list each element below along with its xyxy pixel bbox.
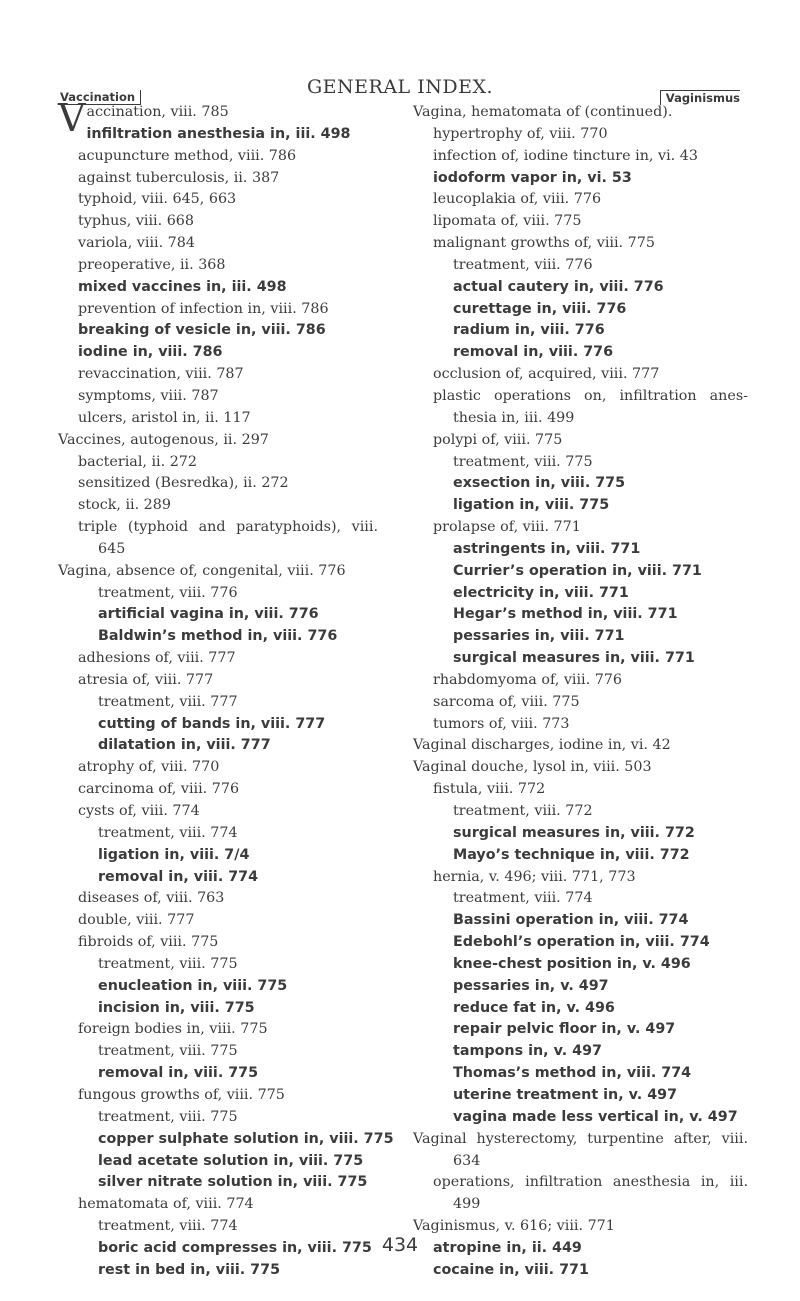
index-entry: sensitized (Besredka), ii. 272	[78, 475, 289, 492]
index-entry: fungous growths of, viii. 775	[78, 1086, 285, 1103]
index-entry: treatment, viii. 775	[98, 1108, 238, 1125]
index-entry: against tuberculosis, ii. 387	[78, 169, 280, 186]
index-entry: Currier’s operation in, viii. 771	[453, 562, 702, 579]
index-entry: reduce fat in, v. 496	[453, 999, 615, 1016]
index-entry: artificial vagina in, viii. 776	[98, 606, 319, 623]
index-entry: adhesions of, viii. 777	[78, 650, 236, 667]
index-entry: surgical measures in, viii. 771	[453, 650, 695, 667]
index-entry: occlusion of, acquired, viii. 777	[433, 366, 660, 383]
index-entry: typhoid, viii. 645, 663	[78, 191, 237, 208]
index-entry: fistula, viii. 772	[433, 781, 546, 798]
index-entry: variola, viii. 784	[78, 235, 195, 252]
index-entry: 634	[453, 1152, 481, 1169]
drop-cap-letter: V	[58, 96, 86, 140]
index-entry: stock, ii. 289	[78, 497, 171, 514]
index-entry: surgical measures in, viii. 772	[453, 824, 695, 841]
index-entry: treatment, viii. 776	[98, 584, 238, 601]
index-entry: treatment, viii. 772	[453, 803, 593, 819]
index-entry: Mayo’s technique in, viii. 772	[453, 846, 690, 863]
index-entry: removal in, viii. 776	[453, 344, 614, 361]
index-entry: Edebohl’s operation in, viii. 774	[453, 934, 710, 951]
index-entry: cocaine in, viii. 771	[433, 1261, 589, 1278]
index-entry: exsection in, viii. 775	[453, 475, 626, 492]
index-entry: radium in, viii. 776	[453, 322, 605, 339]
index-entry: 499	[453, 1196, 481, 1213]
index-entry: hematomata of, viii. 774	[78, 1196, 254, 1213]
index-entry: Thomas’s method in, viii. 774	[453, 1065, 692, 1082]
index-entry: treatment, viii. 777	[98, 693, 238, 710]
index-entry: ulcers, aristol in, ii. 117	[78, 409, 251, 426]
index-entry: pessaries in, viii. 771	[453, 628, 625, 645]
index-entry: ligation in, viii. 775	[453, 497, 610, 514]
index-entry: knee-chest position in, v. 496	[453, 955, 691, 972]
index-entry: ligation in, viii. 7/4	[98, 846, 250, 863]
index-entry: astringents in, viii. 771	[453, 540, 641, 557]
index-entry: enucleation in, viii. 775	[98, 977, 288, 994]
header-left-guide-word: Vaccination	[60, 90, 141, 105]
index-entry: plastic operations on, infiltration anes-	[433, 387, 748, 404]
index-entry: symptoms, viii. 787	[78, 387, 219, 404]
index-entry: fibroids of, viii. 775	[78, 934, 219, 951]
index-entry: removal in, viii. 775	[98, 1065, 259, 1082]
index-entry: Bassini operation in, viii. 774	[453, 912, 689, 929]
index-entry: curettage in, viii. 776	[453, 300, 627, 317]
index-entry: electricity in, viii. 771	[453, 584, 629, 601]
index-entry: boric acid compresses in, viii. 775	[98, 1239, 372, 1256]
index-entry: hypertrophy of, viii. 770	[433, 125, 608, 142]
index-column-left	[58, 96, 394, 1282]
index-entry: Vagina, absence of, congenital, viii. 776	[58, 562, 346, 579]
index-entry: cutting of bands in, viii. 777	[98, 715, 326, 732]
index-entry: atresia of, viii. 777	[78, 671, 214, 688]
index-entry: treatment, viii. 774	[98, 1218, 238, 1235]
index-entry: acupuncture method, viii. 786	[78, 147, 297, 164]
index-entry: Baldwin’s method in, viii. 776	[98, 628, 338, 645]
index-entry: Vaginal douche, lysol in, viii. 503	[413, 759, 652, 776]
index-entry: malignant growths of, viii. 775	[433, 235, 655, 252]
index-entry: cysts of, viii. 774	[78, 803, 200, 819]
index-entry: iodine in, viii. 786	[78, 344, 223, 361]
index-entry: treatment, viii. 774	[98, 824, 238, 841]
index-entry: Vaccines, autogenous, ii. 297	[58, 431, 269, 448]
index-entry: hernia, v. 496; viii. 771, 773	[433, 868, 636, 885]
index-entry: bacterial, ii. 272	[78, 453, 198, 470]
index-entry: Vagina, hematomata of (continued).	[413, 104, 673, 120]
index-entry: mixed vaccines in, iii. 498	[78, 278, 287, 295]
index-entry: pessaries in, v. 497	[453, 977, 609, 994]
index-entry: prevention of infection in, viii. 786	[78, 300, 329, 317]
index-entry: operations, infiltration anesthesia in, iii.	[433, 1174, 748, 1191]
index-entry: infection of, iodine tincture in, vi. 43	[433, 147, 698, 164]
index-entry: iodoform vapor in, vi. 53	[433, 169, 632, 186]
index-entry: prolapse of, viii. 771	[433, 519, 581, 536]
index-entry: diseases of, viii. 763	[78, 890, 225, 907]
header-right-guide-word: Vaginismus	[660, 90, 740, 105]
index-entry: tampons in, v. 497	[453, 1043, 602, 1060]
index-entry: atrophy of, viii. 770	[78, 759, 220, 776]
index-entry: infiltration anesthesia in, iii. 498	[86, 125, 351, 142]
index-entry: lipomata of, viii. 775	[433, 213, 582, 230]
index-entry: treatment, viii. 775	[98, 1043, 238, 1060]
index-entry: dilatation in, viii. 777	[98, 737, 271, 754]
index-entry: copper sulphate solution in, viii. 775	[98, 1130, 394, 1147]
index-entry: vagina made less vertical in, v. 497	[453, 1108, 738, 1125]
index-entry: uterine treatment in, v. 497	[453, 1086, 678, 1103]
index-entry: tumors of, viii. 773	[433, 715, 570, 732]
page-number: 434	[381, 1234, 419, 1256]
index-entry: sarcoma of, viii. 775	[433, 693, 580, 710]
index-entry: triple (typhoid and paratyphoids), viii.	[78, 519, 378, 536]
index-entry: revaccination, viii. 787	[78, 366, 244, 383]
index-entry: rest in bed in, viii. 775	[98, 1261, 281, 1278]
index-entry: leucoplakia of, viii. 776	[433, 191, 602, 208]
index-entry: incision in, viii. 775	[98, 999, 255, 1016]
index-entry: thesia in, iii. 499	[453, 409, 575, 426]
index-entry: breaking of vesicle in, viii. 786	[78, 322, 326, 339]
index-entry: treatment, viii. 775	[98, 955, 238, 972]
index-entry: Hegar’s method in, viii. 771	[453, 606, 678, 623]
index-entry: treatment, viii. 775	[453, 453, 593, 470]
index-entry: Vaginal hysterectomy, turpentine after, viii.	[413, 1130, 748, 1147]
index-entry-text: accination, viii. 785	[86, 104, 229, 120]
index-entry: atropine in, ii. 449	[433, 1239, 582, 1256]
index-entry: treatment, viii. 774	[453, 890, 593, 907]
index-entry: Vaginismus, v. 616; viii. 771	[413, 1218, 615, 1235]
header-title: GENERAL INDEX.	[306, 76, 494, 98]
index-entry: rhabdomyoma of, viii. 776	[433, 671, 622, 688]
index-entry: typhus, viii. 668	[78, 213, 194, 230]
index-entry: polypi of, viii. 775	[433, 431, 563, 448]
index-entry: 645	[98, 540, 126, 557]
index-entry: double, viii. 777	[78, 912, 195, 929]
index-column-right	[413, 102, 748, 1282]
index-entry: lead acetate solution in, viii. 775	[98, 1152, 364, 1169]
index-entry: carcinoma of, viii. 776	[78, 781, 240, 798]
index-entry: removal in, viii. 774	[98, 868, 259, 885]
index-entry: actual cautery in, viii. 776	[453, 278, 664, 295]
index-entry: Vaginal discharges, iodine in, vi. 42	[413, 737, 671, 754]
index-entry: silver nitrate solution in, viii. 775	[98, 1174, 368, 1191]
index-entry: preoperative, ii. 368	[78, 256, 226, 273]
index-entry: treatment, viii. 776	[453, 256, 593, 273]
index-entry: foreign bodies in, viii. 775	[78, 1021, 268, 1038]
index-entry: repair pelvic floor in, v. 497	[453, 1021, 676, 1038]
